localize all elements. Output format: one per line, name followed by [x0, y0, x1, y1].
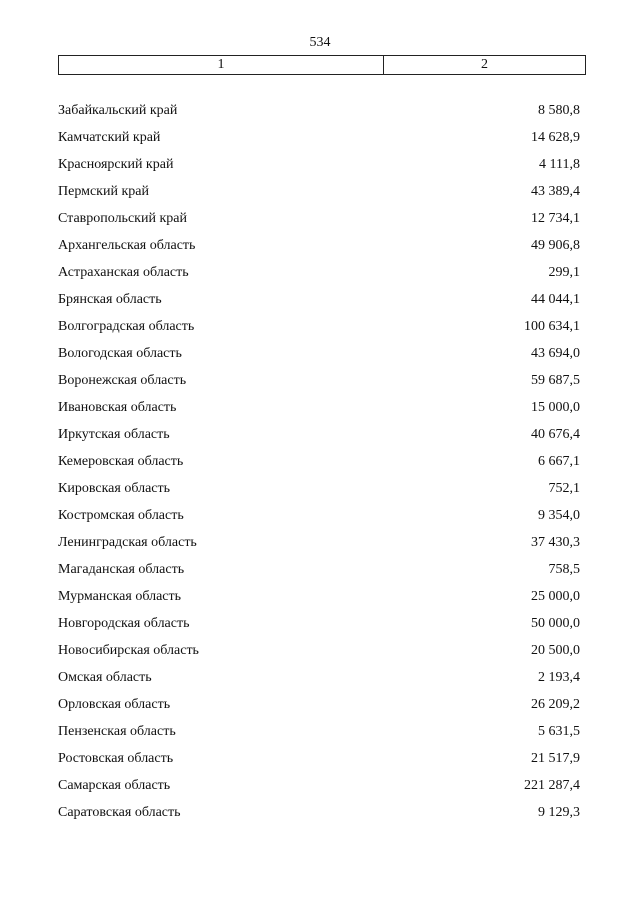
amount-value: 44 044,1	[531, 292, 580, 307]
amount-value: 40 676,4	[531, 427, 580, 442]
region-name: Пермский край	[58, 184, 149, 199]
table-row	[58, 668, 580, 695]
region-name: Ленинградская область	[58, 535, 197, 550]
table-row	[58, 560, 580, 587]
region-name: Ставропольский край	[58, 211, 187, 226]
table-row	[58, 317, 580, 344]
amount-value: 37 430,3	[531, 535, 580, 550]
amount-value: 758,5	[548, 562, 580, 577]
amount-value: 26 209,2	[531, 697, 580, 712]
amount-value: 43 389,4	[531, 184, 580, 199]
table-row	[58, 371, 580, 398]
amount-value: 59 687,5	[531, 373, 580, 388]
region-name: Кемеровская область	[58, 454, 184, 469]
region-name: Иркутская область	[58, 427, 170, 442]
region-name: Астраханская область	[58, 265, 189, 280]
table-row	[58, 749, 580, 776]
table-row	[58, 641, 580, 668]
region-name: Костромская область	[58, 508, 184, 523]
table-row	[58, 101, 580, 128]
table-row	[58, 398, 580, 425]
region-name: Красноярский край	[58, 157, 174, 172]
amount-value: 4 111,8	[539, 157, 580, 172]
amount-value: 9 354,0	[538, 508, 580, 523]
region-name: Волгоградская область	[58, 319, 195, 334]
amount-value: 100 634,1	[524, 319, 580, 334]
region-name: Камчатский край	[58, 130, 161, 145]
table-row	[58, 587, 580, 614]
region-name: Орловская область	[58, 697, 171, 712]
table-row	[58, 695, 580, 722]
region-name: Ивановская область	[58, 400, 177, 415]
table-row	[58, 533, 580, 560]
amount-value: 299,1	[548, 265, 580, 280]
amount-value: 14 628,9	[531, 130, 580, 145]
amount-value: 50 000,0	[531, 616, 580, 631]
region-name: Саратовская область	[58, 805, 181, 820]
data-table	[58, 101, 580, 830]
table-row	[58, 209, 580, 236]
table-row	[58, 263, 580, 290]
region-name: Пензенская область	[58, 724, 176, 739]
table-row	[58, 614, 580, 641]
region-name: Магаданская область	[58, 562, 185, 577]
amount-value: 752,1	[548, 481, 580, 496]
table-row	[58, 803, 580, 830]
region-name: Мурманская область	[58, 589, 182, 604]
region-name: Новосибирская область	[58, 643, 199, 658]
region-name: Забайкальский край	[58, 103, 178, 118]
table-row	[58, 776, 580, 803]
region-name: Брянская область	[58, 292, 162, 307]
amount-value: 43 694,0	[531, 346, 580, 361]
table-row	[58, 182, 580, 209]
column-header-1: 1	[59, 56, 384, 74]
page-number: 534	[309, 35, 331, 50]
amount-value: 49 906,8	[531, 238, 580, 253]
amount-value: 221 287,4	[524, 778, 580, 793]
region-name: Вологодская область	[58, 346, 182, 361]
table-row	[58, 452, 580, 479]
table-row	[58, 506, 580, 533]
table-row	[58, 722, 580, 749]
amount-value: 8 580,8	[538, 103, 580, 118]
amount-value: 15 000,0	[531, 400, 580, 415]
region-name: Ростовская область	[58, 751, 174, 766]
region-name: Архангельская область	[58, 238, 196, 253]
amount-value: 2 193,4	[538, 670, 580, 685]
table-row	[58, 236, 580, 263]
amount-value: 6 667,1	[538, 454, 580, 469]
table-row	[58, 290, 580, 317]
amount-value: 21 517,9	[531, 751, 580, 766]
amount-value: 25 000,0	[531, 589, 580, 604]
region-name: Кировская область	[58, 481, 171, 496]
amount-value: 20 500,0	[531, 643, 580, 658]
region-name: Омская область	[58, 670, 152, 685]
table-row	[58, 128, 580, 155]
column-header-2: 2	[481, 57, 488, 72]
table-row	[58, 425, 580, 452]
region-name: Воронежская область	[58, 373, 187, 388]
column-header-row	[58, 55, 586, 75]
table-row	[58, 479, 580, 506]
amount-value: 9 129,3	[538, 805, 580, 820]
amount-value: 5 631,5	[538, 724, 580, 739]
amount-value: 12 734,1	[531, 211, 580, 226]
table-row	[58, 155, 580, 182]
region-name: Новгородская область	[58, 616, 190, 631]
table-row	[58, 344, 580, 371]
region-name: Самарская область	[58, 778, 171, 793]
